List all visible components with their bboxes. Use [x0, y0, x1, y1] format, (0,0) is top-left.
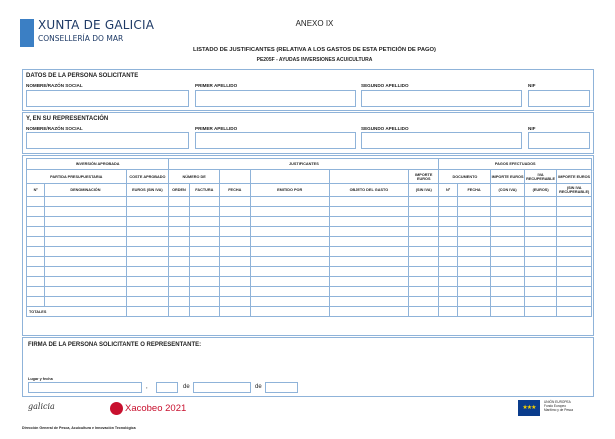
table-cell[interactable]	[329, 217, 408, 227]
table-cell[interactable]	[169, 257, 189, 267]
table-cell[interactable]	[491, 287, 525, 297]
table-cell[interactable]	[169, 267, 189, 277]
table-cell[interactable]	[557, 287, 592, 297]
table-cell[interactable]	[126, 297, 169, 307]
table-cell[interactable]	[457, 277, 491, 287]
table-cell[interactable]	[250, 267, 329, 277]
table-row	[27, 197, 592, 207]
table-cell[interactable]	[220, 197, 250, 207]
table-cell[interactable]	[457, 217, 491, 227]
table-cell[interactable]	[250, 197, 329, 207]
table-cell[interactable]	[189, 217, 219, 227]
representative-surname1-label: PRIMER APELLIDO	[195, 126, 238, 131]
applicant-nif-field[interactable]	[528, 90, 590, 107]
header-importe-euros-iva: IMPORTE EUROS	[557, 170, 592, 184]
table-cell[interactable]	[329, 277, 408, 287]
table-cell[interactable]	[250, 227, 329, 237]
table-cell[interactable]	[329, 237, 408, 247]
table-cell[interactable]	[126, 207, 169, 217]
table-cell[interactable]	[439, 257, 457, 267]
table-cell[interactable]	[126, 277, 169, 287]
header-empty-2	[250, 170, 329, 184]
logo-title: XUNTA DE GALICIA	[38, 18, 155, 32]
col-fecha: FECHA	[220, 184, 250, 197]
table-cell[interactable]	[169, 207, 189, 217]
totals-label: TOTALES	[27, 307, 127, 317]
table-cell[interactable]	[220, 217, 250, 227]
table-cell[interactable]	[439, 237, 457, 247]
table-cell[interactable]	[189, 207, 219, 217]
table-cell[interactable]	[491, 197, 525, 207]
col-euros-sin-iva: EUROS (SIN IVA)	[126, 184, 169, 197]
table-cell[interactable]	[409, 207, 439, 217]
table-cell[interactable]	[457, 237, 491, 247]
table-cell[interactable]	[409, 247, 439, 257]
header-empty-3	[329, 170, 408, 184]
table-cell[interactable]	[491, 257, 525, 267]
table-cell[interactable]	[169, 217, 189, 227]
place-field[interactable]	[28, 382, 142, 393]
xacobeo-label: Xacobeo 2021	[125, 403, 187, 414]
table-cell[interactable]	[491, 227, 525, 237]
signature-title: FIRMA DE LA PERSONA SOLICITANTE O REPRESENTANTE:	[28, 342, 202, 348]
table-cell[interactable]	[524, 197, 557, 207]
table-cell[interactable]	[169, 277, 189, 287]
table-cell[interactable]	[189, 247, 219, 257]
representative-surname2-field[interactable]	[361, 132, 522, 149]
totals-cell[interactable]	[220, 307, 250, 317]
table-cell[interactable]	[329, 287, 408, 297]
justificantes-table	[26, 158, 592, 317]
de-label-2: de	[255, 384, 262, 390]
table-cell[interactable]	[457, 287, 491, 297]
table-cell[interactable]	[220, 207, 250, 217]
table-cell[interactable]	[126, 227, 169, 237]
table-cell[interactable]	[27, 277, 45, 287]
applicant-section-title: DATOS DE LA PERSONA SOLICITANTE	[26, 73, 139, 79]
eu-flag-icon: ★★★	[518, 400, 540, 416]
table-cell[interactable]	[557, 247, 592, 257]
table-cell[interactable]	[45, 227, 126, 237]
applicant-surname2-field[interactable]	[361, 90, 522, 107]
table-cell[interactable]	[409, 277, 439, 287]
totals-row	[27, 307, 592, 317]
table-cell[interactable]	[491, 297, 525, 307]
table-cell[interactable]	[220, 247, 250, 257]
table-cell[interactable]	[169, 197, 189, 207]
table-cell[interactable]	[491, 207, 525, 217]
header-pagos-efectuados: PAGOS EFECTUADOS	[439, 159, 592, 170]
table-cell[interactable]	[27, 247, 45, 257]
table-cell[interactable]	[457, 207, 491, 217]
table-cell[interactable]	[457, 297, 491, 307]
table-cell[interactable]	[126, 247, 169, 257]
col-euros: (EUROS)	[524, 184, 557, 197]
table-cell[interactable]	[557, 217, 592, 227]
table-cell[interactable]	[220, 237, 250, 247]
table-cell[interactable]	[491, 237, 525, 247]
table-row	[27, 297, 592, 307]
table-cell[interactable]	[126, 217, 169, 227]
representative-nif-label: NIF	[528, 126, 536, 131]
table-row	[27, 257, 592, 267]
totals-cell[interactable]	[557, 307, 592, 317]
table-cell[interactable]	[45, 297, 126, 307]
totals-cell[interactable]	[524, 307, 557, 317]
table-cell[interactable]	[220, 227, 250, 237]
table-cell[interactable]	[45, 257, 126, 267]
representative-section	[22, 112, 594, 154]
table-cell[interactable]	[439, 287, 457, 297]
table-cell[interactable]	[189, 227, 219, 237]
col-denominacion: DENOMINACIÓN	[45, 184, 126, 197]
table-cell[interactable]	[126, 237, 169, 247]
table-cell[interactable]	[27, 297, 45, 307]
applicant-name-field[interactable]	[26, 90, 189, 107]
header-documento: DOCUMENTO	[439, 170, 491, 184]
table-cell[interactable]	[250, 217, 329, 227]
table-cell[interactable]	[27, 257, 45, 267]
logo-subtitle: CONSELLERÍA DO MAR	[38, 34, 124, 43]
eu-text-line-1: UNIÓN EUROPEA	[544, 400, 571, 404]
table-cell[interactable]	[409, 297, 439, 307]
table-cell[interactable]	[457, 247, 491, 257]
totals-cell[interactable]	[250, 307, 329, 317]
table-cell[interactable]	[491, 267, 525, 277]
table-cell[interactable]	[409, 217, 439, 227]
table-cell[interactable]	[169, 237, 189, 247]
table-cell[interactable]	[524, 227, 557, 237]
xacobeo-logo-icon	[110, 402, 123, 415]
header-coste-aprobado: COSTE APROBADO	[126, 170, 169, 184]
col-con-iva: (CON IVA)	[491, 184, 525, 197]
table-cell[interactable]	[439, 297, 457, 307]
annex-label: ANEXO IX	[295, 19, 334, 28]
col-factura: FACTURA	[189, 184, 219, 197]
table-cell[interactable]	[189, 297, 219, 307]
table-cell[interactable]	[557, 297, 592, 307]
table-cell[interactable]	[524, 287, 557, 297]
header-partida-presupuestaria: PARTIDA PRESUPUESTARIA	[27, 170, 127, 184]
table-cell[interactable]	[45, 237, 126, 247]
representative-surname1-field[interactable]	[195, 132, 356, 149]
representative-nif-field[interactable]	[528, 132, 590, 149]
table-row	[27, 277, 592, 287]
header-importe-euros-pago: IMPORTE EUROS	[491, 170, 525, 184]
table-cell[interactable]	[439, 217, 457, 227]
table-cell[interactable]	[45, 197, 126, 207]
table-cell[interactable]	[126, 197, 169, 207]
table-cell[interactable]	[439, 207, 457, 217]
col-n: Nº	[27, 184, 45, 197]
table-cell[interactable]	[27, 217, 45, 227]
table-cell[interactable]	[27, 287, 45, 297]
totals-cell[interactable]	[169, 307, 189, 317]
day-field[interactable]	[156, 382, 178, 393]
table-cell[interactable]	[27, 237, 45, 247]
table-cell[interactable]	[557, 227, 592, 237]
place-date-label: Lugar y fecha	[28, 377, 53, 381]
galicia-logo: galicia	[28, 402, 55, 411]
table-cell[interactable]	[457, 267, 491, 277]
table-row	[27, 207, 592, 217]
table-cell[interactable]	[409, 197, 439, 207]
table-cell[interactable]	[126, 287, 169, 297]
table-cell[interactable]	[189, 267, 219, 277]
table-cell[interactable]	[250, 247, 329, 257]
table-cell[interactable]	[329, 227, 408, 237]
header-justificantes: JUSTIFICANTES	[169, 159, 439, 170]
table-cell[interactable]	[126, 257, 169, 267]
header-inversion-aprobada: INVERSIÓN APROBADA	[27, 159, 169, 170]
table-cell[interactable]	[27, 227, 45, 237]
table-cell[interactable]	[439, 227, 457, 237]
table-cell[interactable]	[220, 277, 250, 287]
col-emitido-por: EMITIDO POR	[250, 184, 329, 197]
col-fecha-2: FECHA	[457, 184, 491, 197]
header-importe-euros: IMPORTE EUROS	[409, 170, 439, 184]
table-cell[interactable]	[491, 277, 525, 287]
totals-cell[interactable]	[491, 307, 525, 317]
table-cell[interactable]	[457, 197, 491, 207]
table-cell[interactable]	[250, 287, 329, 297]
table-cell[interactable]	[169, 247, 189, 257]
table-cell[interactable]	[409, 237, 439, 247]
col-orden: ORDEN	[169, 184, 189, 197]
table-cell[interactable]	[409, 267, 439, 277]
table-cell[interactable]	[557, 197, 592, 207]
header-empty-1	[220, 170, 250, 184]
table-cell[interactable]	[409, 287, 439, 297]
table-cell[interactable]	[189, 277, 219, 287]
table-cell[interactable]	[45, 247, 126, 257]
table-cell[interactable]	[491, 217, 525, 227]
table-cell[interactable]	[439, 197, 457, 207]
table-cell[interactable]	[457, 227, 491, 237]
table-cell[interactable]	[169, 227, 189, 237]
table-row	[27, 247, 592, 257]
table-row	[27, 237, 592, 247]
table-cell[interactable]	[329, 207, 408, 217]
table-cell[interactable]	[439, 267, 457, 277]
table-cell[interactable]	[557, 267, 592, 277]
header-iva-recuperable: IVA RECUPERABLE	[524, 170, 557, 184]
table-cell[interactable]	[250, 237, 329, 247]
representative-name-label: NOMBRE/RAZÓN SOCIAL	[26, 126, 83, 131]
applicant-surname2-label: SEGUNDO APELLIDO	[361, 83, 409, 88]
table-cell[interactable]	[439, 247, 457, 257]
representative-section-title: Y, EN SU REPRESENTACIÓN	[26, 116, 109, 122]
table-cell[interactable]	[45, 207, 126, 217]
table-row	[27, 227, 592, 237]
table-cell[interactable]	[169, 287, 189, 297]
table-cell[interactable]	[250, 277, 329, 287]
table-cell[interactable]	[557, 207, 592, 217]
table-cell[interactable]	[329, 267, 408, 277]
table-cell[interactable]	[524, 267, 557, 277]
table-cell[interactable]	[524, 277, 557, 287]
table-cell[interactable]	[45, 287, 126, 297]
totals-cell[interactable]	[126, 307, 169, 317]
table-cell[interactable]	[169, 297, 189, 307]
table-cell[interactable]	[27, 197, 45, 207]
eu-text-line-3: Marítimo y de Pesca	[544, 408, 574, 412]
header-numero-de: NÚMERO DE	[169, 170, 220, 184]
applicant-name-label: NOMBRE/RAZÓN SOCIAL	[26, 83, 83, 88]
totals-cell[interactable]	[439, 307, 457, 317]
signature-section	[22, 337, 594, 397]
table-cell[interactable]	[557, 257, 592, 267]
table-cell[interactable]	[329, 247, 408, 257]
col-sin-iva: (SIN IVA)	[409, 184, 439, 197]
totals-cell[interactable]	[457, 307, 491, 317]
table-cell[interactable]	[189, 287, 219, 297]
document-code: PE205F - AYUDAS INVERSIONES ACUICULTURA	[256, 57, 373, 63]
table-cell[interactable]	[45, 267, 126, 277]
col-objeto-del-gasto: OBJETO DEL GASTO	[329, 184, 408, 197]
col-n-2: Nº	[439, 184, 457, 197]
month-field[interactable]	[193, 382, 251, 393]
table-cell[interactable]	[329, 197, 408, 207]
col-sin-iva-recuperable: (SIN IVA RECUPERABLE)	[557, 184, 592, 197]
table-cell[interactable]	[524, 217, 557, 227]
table-cell[interactable]	[557, 277, 592, 287]
table-cell[interactable]	[189, 197, 219, 207]
table-cell[interactable]	[329, 257, 408, 267]
table-cell[interactable]	[250, 207, 329, 217]
applicant-surname1-label: PRIMER APELLIDO	[195, 83, 238, 88]
table-cell[interactable]	[126, 267, 169, 277]
applicant-section	[22, 69, 594, 111]
totals-cell[interactable]	[329, 307, 408, 317]
table-cell[interactable]	[409, 257, 439, 267]
table-cell[interactable]	[491, 247, 525, 257]
table-row	[27, 267, 592, 277]
table-cell[interactable]	[27, 267, 45, 277]
table-cell[interactable]	[439, 277, 457, 287]
table-cell[interactable]	[457, 257, 491, 267]
year-field[interactable]	[265, 382, 298, 393]
representative-name-field[interactable]	[26, 132, 189, 149]
footer-note: Dirección General de Pesca, Acuicultura e Innovación Tecnológica	[22, 426, 136, 430]
table-cell[interactable]	[220, 267, 250, 277]
table-cell[interactable]	[220, 297, 250, 307]
table-cell[interactable]	[189, 257, 219, 267]
de-label-1: de	[183, 384, 190, 390]
table-cell[interactable]	[250, 257, 329, 267]
table-cell[interactable]	[250, 297, 329, 307]
table-cell[interactable]	[524, 297, 557, 307]
table-cell[interactable]	[524, 257, 557, 267]
totals-cell[interactable]	[409, 307, 439, 317]
table-cell[interactable]	[524, 207, 557, 217]
table-cell[interactable]	[220, 287, 250, 297]
table-cell[interactable]	[45, 277, 126, 287]
applicant-surname1-field[interactable]	[195, 90, 356, 107]
representative-surname2-label: SEGUNDO APELLIDO	[361, 126, 409, 131]
table-row	[27, 217, 592, 227]
eu-text-line-2: Fondo Europeo	[544, 404, 566, 408]
table-cell[interactable]	[329, 297, 408, 307]
table-cell[interactable]	[524, 247, 557, 257]
table-row	[27, 287, 592, 297]
justificantes-section	[22, 155, 594, 336]
eu-text	[544, 400, 573, 412]
table-cell[interactable]	[45, 217, 126, 227]
totals-cell[interactable]	[189, 307, 219, 317]
applicant-nif-label: NIF	[528, 83, 536, 88]
table-cell[interactable]	[524, 237, 557, 247]
document-title: LISTADO DE JUSTIFICANTES (RELATIVA A LOS GASTOS DE ESTA PETICIÓN DE PAGO)	[193, 47, 436, 53]
comma-separator: ,	[146, 384, 148, 390]
table-cell[interactable]	[27, 207, 45, 217]
table-cell[interactable]	[557, 237, 592, 247]
table-cell[interactable]	[189, 237, 219, 247]
table-cell[interactable]	[409, 227, 439, 237]
table-cell[interactable]	[220, 257, 250, 267]
